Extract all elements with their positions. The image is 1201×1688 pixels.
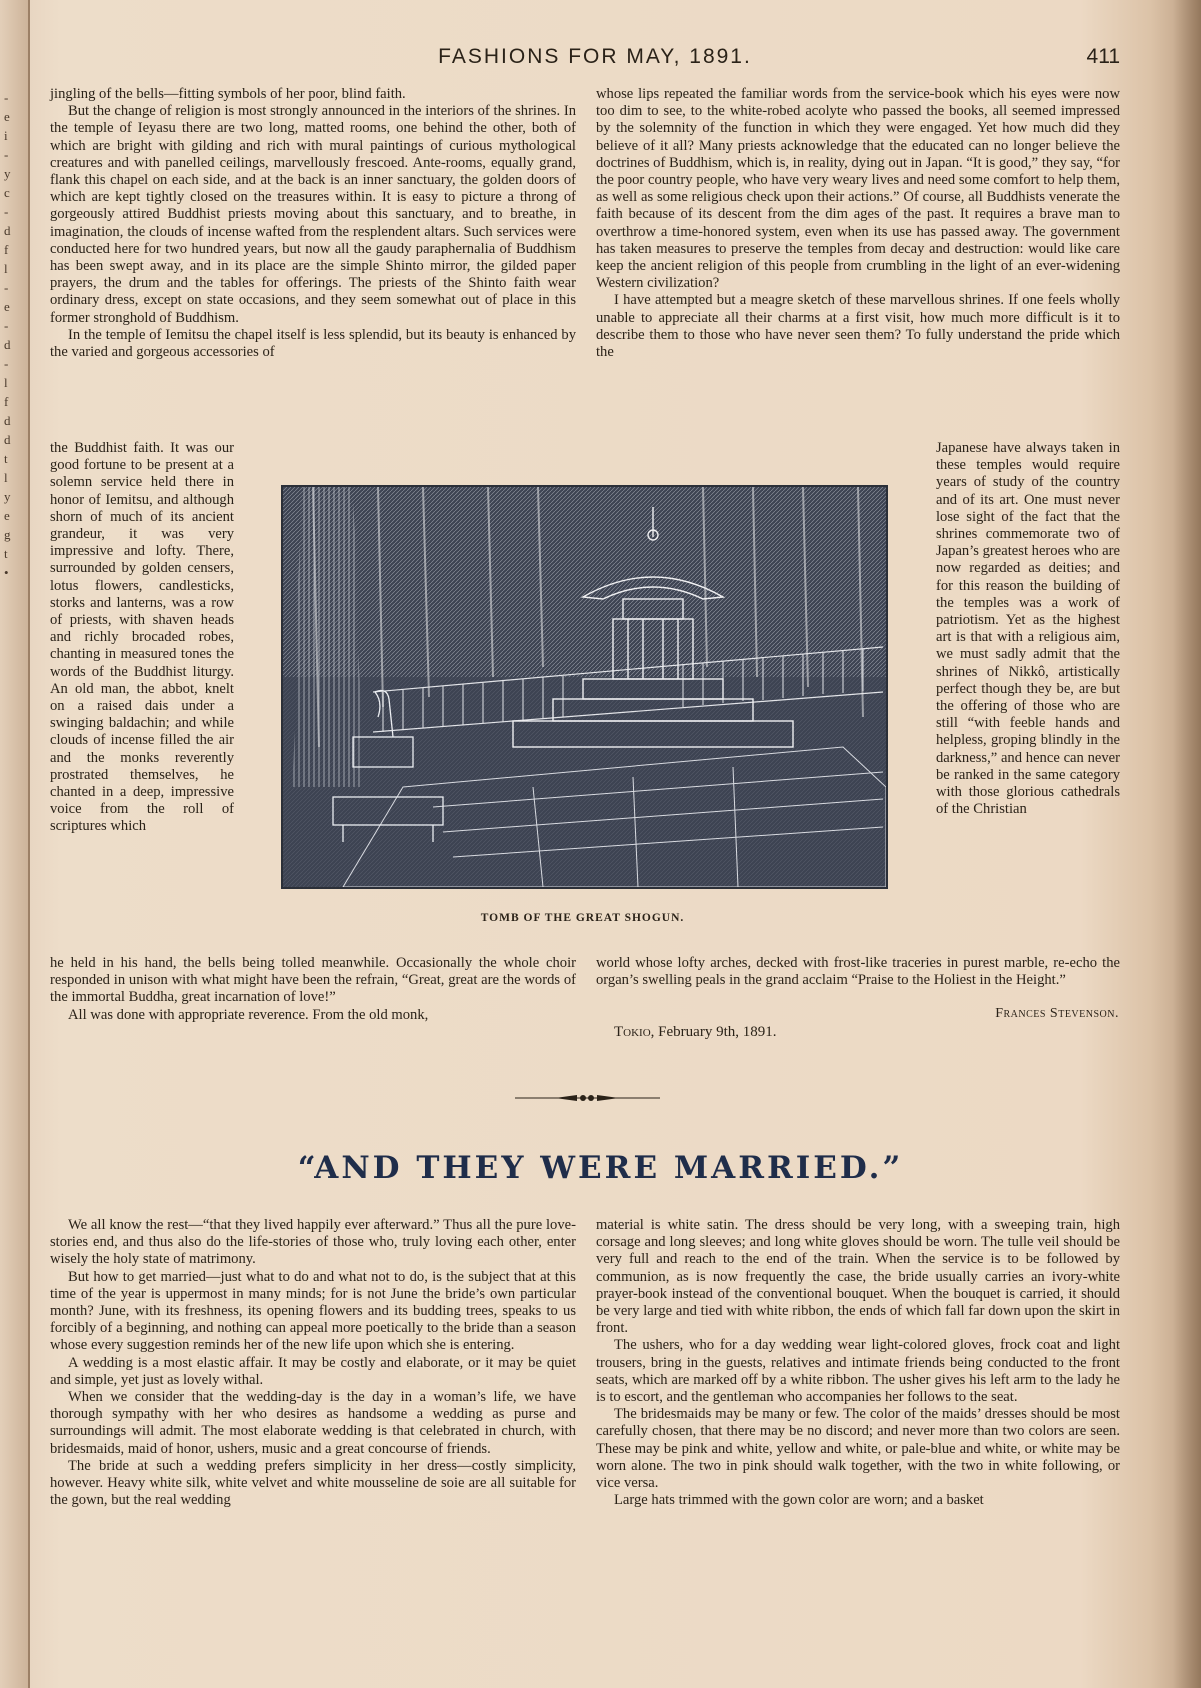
paragraph: world whose lofty arches, decked with frost-like traceries in purest marble, re-echo the organ’s swelling peals in the grand acclaim “Praise to the Holiest in the Height.” — [596, 955, 1120, 989]
article-left-continuation — [50, 955, 576, 1024]
gutter-letter: g — [4, 527, 11, 542]
gutter-letter: e — [4, 109, 10, 124]
paragraph: When we consider that the wedding-day is the day in a woman’s life, we have thorough sympathy with her who desires as handsome a wedding as purse and surroundings will admit. The most elaborate wedding is that celebrated in church, with bridesmaids, maid of honor, ushers, music and a great concourse of friends. — [50, 1389, 576, 1457]
paragraph: Japanese have always taken in these temples would require years of study of the country and of its art. One must never lose sight of the fact that the shrines commemorate two of Japan’s greatest heroes who are now regarded as deities; and for this reason the building of the temples was a work of patriotism. Yet as the highest art is that with a religious aim, we must sadly admit that the shrines of Nikkô, artistically perfect though they be, are but the offering of those who are still “with feeble hands and helpless, groping blindly in the darkness,” and hence can never be ranked in the same category with those glorious cathedrals of the Christian — [936, 440, 1120, 818]
paragraph: I have attempted but a meagre sketch of these marvellous shrines. If one feels wholly unable to appreciate all their charms at a first visit, how much more difficult is it to describe them to those who have never seen them? To fully understand the pride which the — [596, 292, 1120, 361]
running-title: FASHIONS FOR MAY, 1891. — [438, 45, 752, 68]
narrow-right-column — [936, 440, 1120, 818]
gutter-letter: e — [4, 508, 10, 523]
paragraph: A wedding is a most elastic affair. It may be costly and elaborate, or it may be quiet and simple, yet just as lovely withal. — [50, 1354, 576, 1388]
gutter-letter: c — [4, 185, 10, 200]
gutter-letter: - — [4, 318, 9, 333]
paragraph: In the temple of Iemitsu the chapel itself is less splendid, but its beauty is enhanced by the varied and gorgeous accessories of — [50, 326, 576, 361]
gutter-letter: - — [4, 204, 9, 219]
gutter-letter: t — [4, 451, 8, 466]
gutter-letter: d — [4, 223, 11, 238]
paragraph: All was done with appropriate reverence. From the old monk, — [68, 1006, 429, 1023]
gutter-letter: - — [4, 280, 9, 295]
page-edge-shadow — [1173, 0, 1201, 1688]
gutter-letter: f — [4, 242, 9, 257]
gutter-letter: d — [4, 413, 11, 428]
article-headline: “AND THEY WERE MARRIED.” — [297, 1150, 904, 1186]
gutter-letter: i — [4, 128, 8, 143]
illustration-caption: TOMB OF THE GREAT SHOGUN. — [480, 912, 685, 924]
article-left-column — [50, 86, 576, 361]
paragraph: material is white satin. The dress should be very long, with a sweeping train, high corsage and long sleeves; and long white gloves should be worn. The tulle veil should be very full and reach to the end of the train. When the service is to be followed by communion, as is now frequently the case, the bride usually carries an ivory-white prayer-book instead of the conventional bouquet. When the bouquet is carried, it should be very large and tied with white ribbon, the ends of which fall far down upon the skirt in front. — [596, 1217, 1120, 1337]
gutter-letter: - — [4, 356, 9, 371]
paragraph: whose lips repeated the familiar words from the service-book which his eyes were now too dim to see, to the white-robed acolyte who passed the books, all seemed impressed by the solemnity of the function in which they were engaged. Yet how much did they believe of it all? Many priests acknowledge that the educated can no longer believe the doctrines of Buddhism, which is, in reality, dying out in Japan. “It is good,” they say, “for the poor country people, who have very weary lives and need some comfort to help them, as well as some religious check upon their actions.” Of course, all Buddhists venerate the faith because of its descent from the dim ages of the past. It requires a brave man to overthrow a time-honored system, even when its use has passed away. The government has taken measures to preserve the temples from decay and destruction: would like care keep the ancient religion of this people from crumbling in the light of an ever-widening Western civilization? — [596, 86, 1120, 292]
narrow-left-column — [50, 440, 234, 836]
paragraph: Large hats trimmed with the gown color are worn; and a basket — [614, 1492, 984, 1509]
engraving-drawing — [283, 487, 886, 887]
tomb-illustration — [281, 485, 888, 889]
gutter-letter: - — [4, 147, 9, 162]
gutter-letter: f — [4, 394, 9, 409]
dateline-date: February 9th, 1891. — [658, 1024, 777, 1040]
paragraph: jingling of the bells—fitting symbols of her poor, blind faith. — [50, 86, 406, 102]
paragraph: But how to get married—just what to do and what not to do, is the subject that at this time of the year is uppermost in many minds; for is not June the bride’s own particular month? June, with its freshness, its opening flowers and its budding trees, speaks to us forcibly of a beginning, and nothing can appeal more poetically to the bride than a season whose every suggestion reminds her of the new life upon which she is entering. — [50, 1268, 576, 1354]
paragraph: he held in his hand, the bells being tolled meanwhile. Occasionally the whole choir responded in unison with what might have been the refrain, “Great, great are the words of the immortal Buddha, great incarnation of love!” — [50, 955, 576, 1006]
wedding-article-left-column — [50, 1217, 576, 1509]
paragraph: But the change of religion is most strongly announced in the interiors of the shrines. In the temple of Ieyasu there are two long, matted rooms, one behind the other, both of which are bright with gilding and rich with mural paintings of curious mythological creatures and with panelled ceilings, marvellously frescoed. Ante-rooms, equally grand, flank this chapel on each side, and at the back is an inner sanctuary, the golden doors of which are kept tightly closed on the treasures within. It is easy to picture a throng of gorgeously attired Buddhist priests moving about this sanctuary, and to breathe, in imagination, the clouds of incense wafted from the resplendent altars. Such services were conducted here for two hundred years, but now all the gaudy paraphernalia of Buddhism has been swept away, and in its place are the simple Shinto mirror, the gilded paper prayers, the drum and the tables for offerings. The priests of the Shinto faith wear ordinary dress, except on state occasions, and they seem somewhat out of place in this former stronghold of Buddhism. — [50, 103, 576, 326]
paragraph: The bride at such a wedding prefers simplicity in her dress—costly simplicity, however. Heavy white silk, white velvet and white mousseline de soie are all suitable for the gown, but the real wedding — [50, 1457, 576, 1509]
paragraph: The bridesmaids may be many or few. The color of the maids’ dresses should be most carefully chosen, that there may be no discord; and never more than two colors are seen. These may be pink and white, yellow and white, or pale-blue and white, or white may be worn alone. The two in pink should walk together, with the two in white following, or vice versa. — [596, 1406, 1120, 1492]
article-right-column — [596, 86, 1120, 361]
gutter-letter: l — [4, 470, 8, 485]
gutter-letter: l — [4, 261, 8, 276]
gutter-letter: y — [4, 489, 11, 504]
page-number: 411 — [1086, 45, 1120, 68]
page-header — [60, 45, 1130, 73]
gutter-letter: • — [4, 565, 9, 580]
gutter-letter: e — [4, 299, 10, 314]
paragraph: the Buddhist faith. It was our good fortune to be present at a solemn service held there in honor of Iemitsu, and although shorn of much of its ancient grandeur, it was very impressive and lofty. There, surrounded by golden censers, lotus flowers, candlesticks, storks and lanterns, was a row of priests, with shaven heads and richly brocaded robes, chanting in measured tones the words of the Buddhist liturgy. An old man, the abbot, knelt on a raised dais under a swinging baldachin; and while clouds of incense filled the air and the monks reverently prostrated themselves, he chanted in a deep, impressive voice from the roll of scriptures which — [50, 440, 234, 835]
author-signature: Frances Stevenson. — [995, 1006, 1119, 1021]
wedding-article-right-column — [596, 1217, 1120, 1509]
adjacent-page-edge — [0, 0, 30, 1688]
section-divider-ornament — [515, 1090, 660, 1106]
gutter-letter: y — [4, 166, 11, 181]
gutter-letter: l — [4, 375, 8, 390]
paragraph: The ushers, who for a day wedding wear light-colored gloves, frock coat and light trousers, bring in the guests, relatives and intimate friends being conducted to the front seats, which are marked off by a white ribbon. The usher gives his left arm to the lady he is to escort, and the gentleman who accompanies her follows to the seat. — [596, 1337, 1120, 1406]
gutter-letter: t — [4, 546, 8, 561]
gutter-letter: d — [4, 337, 11, 352]
dateline-place: Tokio, — [614, 1024, 655, 1040]
gutter-letter: - — [4, 90, 9, 105]
article-right-continuation — [596, 955, 1120, 989]
paragraph: We all know the rest—“that they lived happily ever afterward.” Thus all the pure love-stories end, and thus also do the life-stories of those who, truly loving each other, enter wisely the holy state of matrimony. — [50, 1217, 576, 1268]
gutter-letter: d — [4, 432, 11, 447]
dateline — [614, 1024, 777, 1041]
